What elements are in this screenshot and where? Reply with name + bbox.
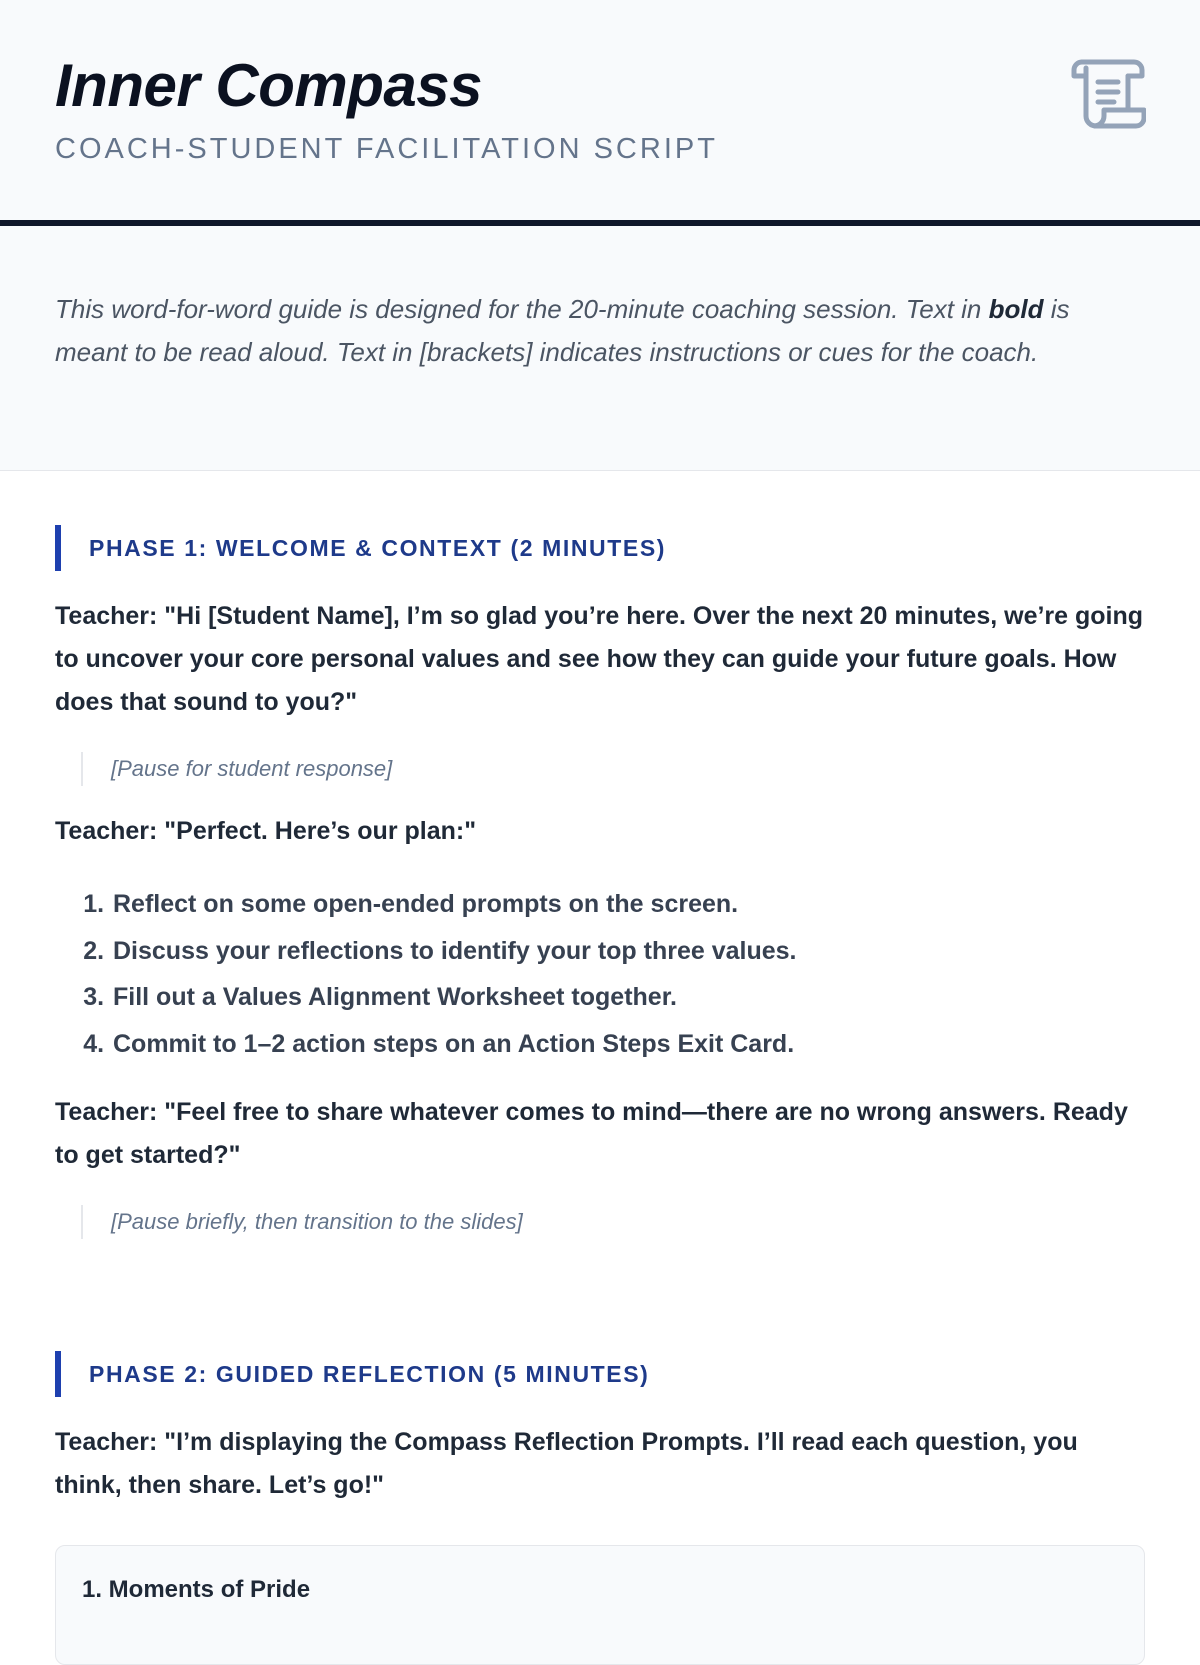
teacher-line: Teacher: "Hi [Student Name], I’m so glad you’re here. Over the next 20 minutes, we’re going to uncover your core personal values and see how they can guide your future goals. How does that sound to you?"	[55, 602, 1144, 716]
scroll-icon	[1068, 58, 1146, 130]
document-header	[0, 0, 1200, 226]
plan-step: 3. Fill out a Values Alignment Worksheet together.	[111, 974, 1145, 1021]
teacher-line: Teacher: "Feel free to share whatever comes to mind—there are no wrong answers. Ready to get started?"	[55, 1098, 1128, 1169]
teacher-line: Teacher: "Perfect. Here’s our plan:"	[55, 817, 477, 845]
prompt-title: 1. Moments of Pride	[82, 1576, 311, 1603]
script-content	[0, 525, 1200, 1665]
reflection-prompt-card	[55, 1545, 1145, 1665]
plan-step: 4. Commit to 1–2 action steps on an Action Steps Exit Card.	[111, 1021, 1145, 1068]
plan-step: 2. Discuss your reflections to identify your top three values.	[111, 928, 1145, 975]
coach-cue: [Pause briefly, then transition to the slides]	[81, 1205, 1145, 1239]
plan-steps-list	[55, 881, 1145, 1067]
intro-note	[0, 226, 1200, 471]
intro-text: This word-for-word guide is designed for the 20-minute coaching session. Text in bold is meant to be read aloud. Text in [brackets] indicates instructions or cues for the coach.	[55, 294, 1070, 367]
document-subtitle: COACH-STUDENT FACILITATION SCRIPT	[55, 133, 718, 165]
teacher-line: Teacher: "I’m displaying the Compass Reflection Prompts. I’ll read each question, you think, then share. Let’s go!"	[55, 1428, 1078, 1499]
phase-1-heading: PHASE 1: WELCOME & CONTEXT (2 MINUTES)	[55, 525, 1145, 571]
plan-step: 1. Reflect on some open-ended prompts on the screen.	[111, 881, 1145, 928]
intro-bold-word: bold	[988, 294, 1044, 324]
phase-2-heading: PHASE 2: GUIDED REFLECTION (5 MINUTES)	[55, 1351, 1145, 1397]
coach-cue: [Pause for student response]	[81, 752, 1145, 786]
document-title: Inner Compass	[55, 52, 482, 119]
